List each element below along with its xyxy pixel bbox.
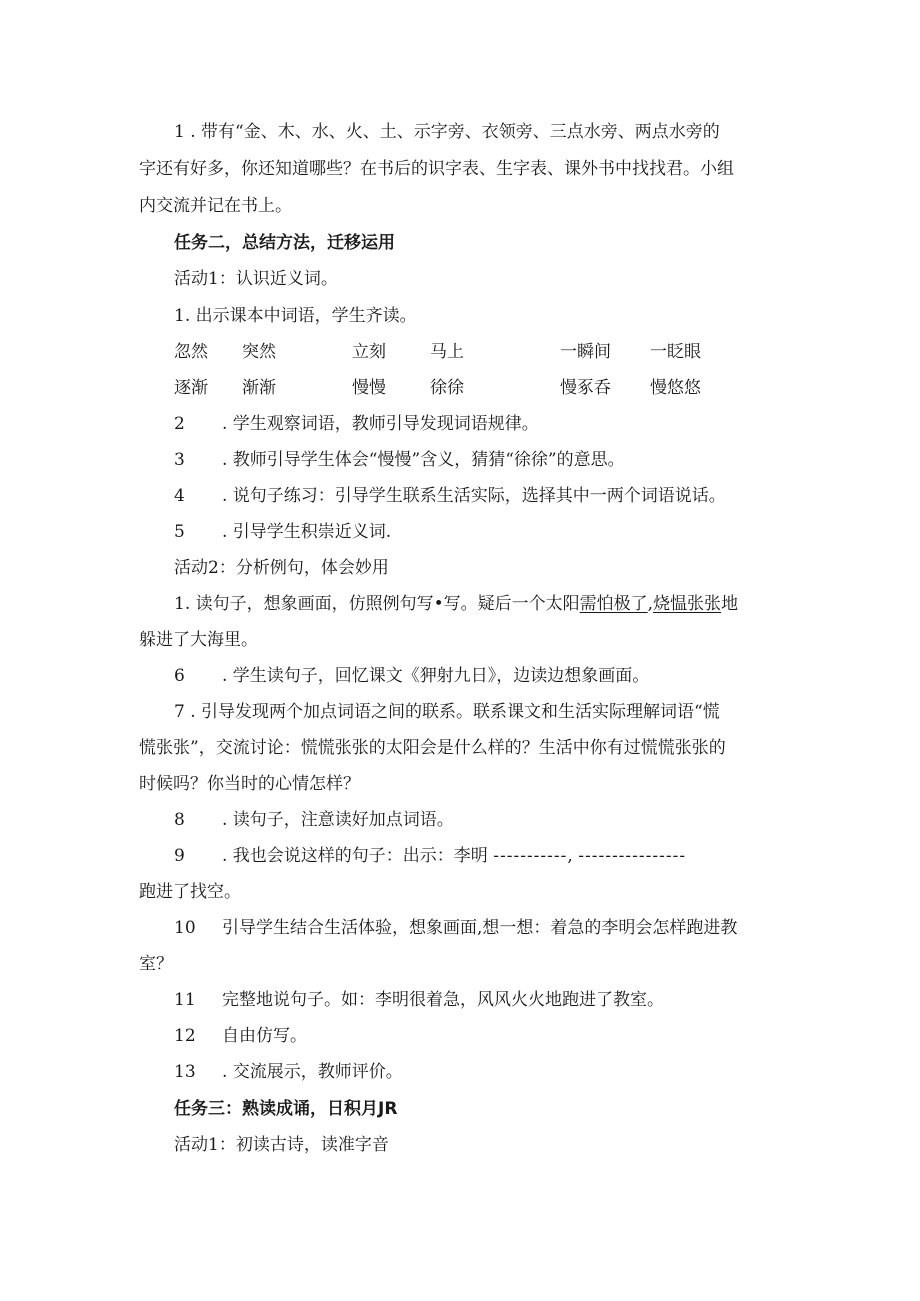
section-heading: 任务三：熟读成诵，日积月JR <box>174 1099 398 1119</box>
word-row <box>174 340 734 364</box>
list-item <box>174 484 726 508</box>
fill-blank: ---------------- <box>578 846 687 866</box>
item-text: 地 <box>721 594 739 614</box>
item-number: 10 <box>174 918 196 938</box>
paragraph-line: 躲进了大海里。 <box>139 630 258 650</box>
item-text: 引导学生结合生活体验，想象画面,想一想：着急的李明会怎样跑进教 <box>222 918 738 938</box>
list-item <box>174 916 737 940</box>
paragraph-line: 慌张张”，交流讨论：慌慌张张的太阳会是什么样的？生活中你有过慌慌张张的 <box>139 738 726 758</box>
list-item <box>174 988 664 1012</box>
item-number: 3 <box>174 450 185 470</box>
word: 徐徐 <box>430 378 464 398</box>
activity-heading: 活动1：初读古诗，读准字音 <box>174 1135 389 1155</box>
list-item <box>174 844 686 868</box>
list-item <box>174 592 738 616</box>
fill-blank: ----------- <box>493 846 568 866</box>
list-item <box>174 412 539 436</box>
word: 立刻 <box>352 342 386 362</box>
comma: , <box>567 846 573 866</box>
paragraph-line: 1 . 带有“金、木、水、火、土、示字旁、衣领旁、三点水旁、两点水旁的 <box>174 122 720 142</box>
paragraph-line: 字还有好多，你还知道哪些？在书后的识字表、生字表、课外书中找找君。小组 <box>139 159 734 179</box>
item-text: 1. 读句子，想象画面，仿照例句写•写。疑后一个太阳 <box>174 594 580 614</box>
word: 慢豖呑 <box>560 378 611 398</box>
item-text: . 教师引导学生体会“慢慢”含义，猜猜“徐徐”的意思。 <box>222 450 625 470</box>
item-number: 6 <box>174 666 185 686</box>
activity-heading: 活动1：认识近义词。 <box>174 269 338 289</box>
word: 一眨眼 <box>650 342 701 362</box>
word: 突然 <box>242 342 276 362</box>
word: 渐渐 <box>242 378 276 398</box>
item-number: 8 <box>174 810 185 830</box>
list-item <box>174 808 454 832</box>
item-number: 11 <box>174 990 196 1010</box>
comma: , <box>647 594 654 614</box>
item-text: . 学生读句子，回忆课文《狎射九日》，边读边想象画面。 <box>222 666 650 686</box>
list-item <box>174 1024 307 1048</box>
item-number: 5 <box>174 522 185 542</box>
paragraph-line: 跑进了找空。 <box>139 882 241 902</box>
section-heading: 任务二，总结方法，迁移运用 <box>174 233 395 253</box>
paragraph-line: 时候吗？你当时的心情怎样？ <box>139 774 360 794</box>
paragraph-line: 7 . 引导发现两个加点词语之间的联系。联系课文和生活实际理解词语“慌 <box>174 702 720 722</box>
word: 逐渐 <box>174 378 208 398</box>
word: 马上 <box>430 342 464 362</box>
underlined-phrase: 需怕极了 <box>579 594 648 614</box>
underlined-phrase: 烧愠张张 <box>653 594 722 614</box>
list-item <box>174 1060 403 1084</box>
activity-heading: 活动2：分析例句，体会妙用 <box>174 558 389 578</box>
word: 一瞬间 <box>560 342 611 362</box>
paragraph-line: 内交流并记在书上。 <box>139 196 292 216</box>
item-text: 自由仿写。 <box>222 1026 307 1046</box>
item-text: . 说句子练习：引导学生联系生活实际，选择其中一两个词语说话。 <box>222 486 726 506</box>
item-number: 9 <box>174 846 185 866</box>
item-number: 4 <box>174 486 185 506</box>
item-number: 13 <box>174 1062 196 1082</box>
word: 慢悠悠 <box>650 378 701 398</box>
item-text: . 学生观察词语，教师引导发现词语规律。 <box>222 414 539 434</box>
list-item <box>174 448 625 472</box>
item-text: . 我也会说这样的句子：出示：李明 <box>222 846 488 866</box>
word: 忽然 <box>174 342 208 362</box>
word: 慢慢 <box>352 378 386 398</box>
paragraph-line: 室？ <box>139 954 173 974</box>
item-text: 完整地说句子。如：李明很着急，风风火火地跑进了教室。 <box>222 990 664 1010</box>
list-item <box>174 664 649 688</box>
item-text: . 交流展示，教师评价。 <box>222 1062 403 1082</box>
item-number: 2 <box>174 414 185 434</box>
list-item <box>174 520 391 544</box>
item-text: . 引导学生积崇近义词. <box>222 522 392 542</box>
word-row <box>174 376 734 400</box>
item-number: 12 <box>174 1026 196 1046</box>
item-text: . 读句子，注意读好加点词语。 <box>222 810 454 830</box>
list-item: 1. 出示课本中词语，学生齐读。 <box>174 306 417 326</box>
